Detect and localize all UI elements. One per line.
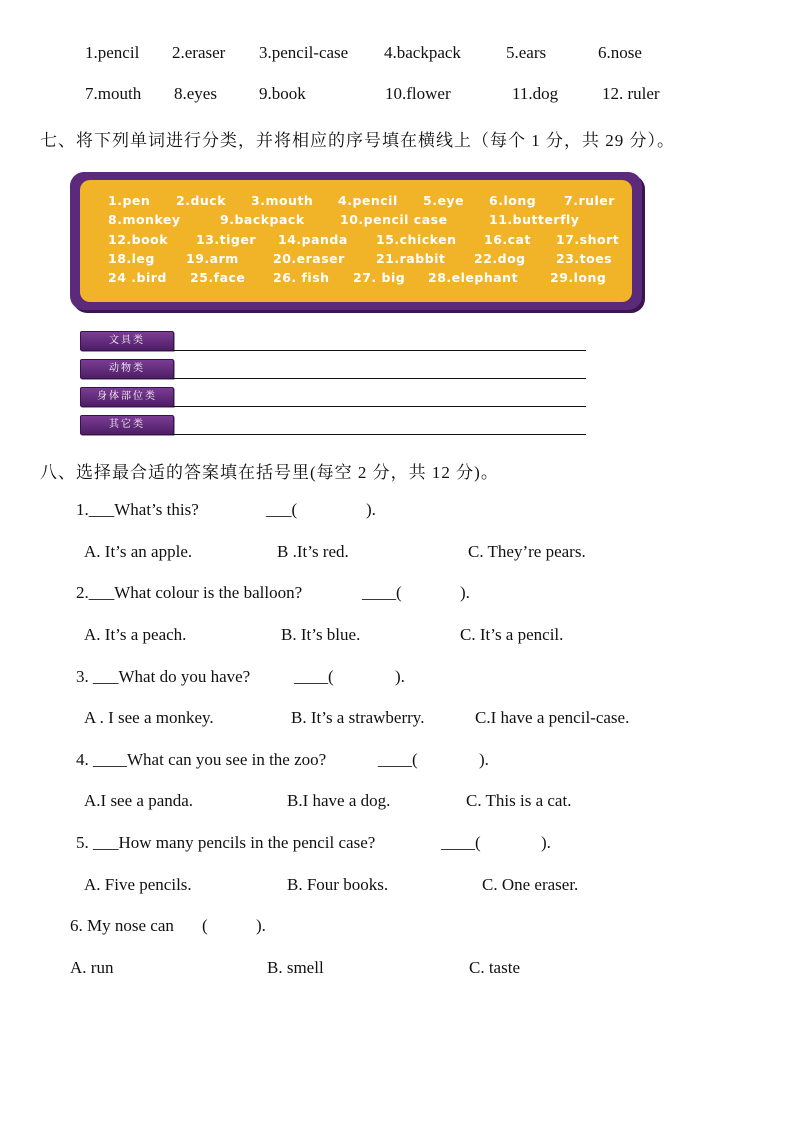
question-text: 1.___What’s this? [76,500,199,519]
box-word: 19.arm [186,251,239,266]
box-word: 27. big [353,270,406,285]
box-word: 15.chicken [376,232,457,247]
option-a: A. It’s an apple. [84,542,193,561]
answer-blank[interactable]: ___( [266,500,298,519]
option-b: B.I have a dog. [287,791,391,810]
option-c: C. They’re pears. [468,542,586,561]
answer-line-body-parts[interactable] [172,406,586,407]
box-word: 5.eye [423,193,465,208]
answer-bracket-close: ). [256,916,266,935]
word-item: 4.backpack [384,43,461,62]
box-word: 24 .bird [108,270,167,285]
box-word: 23.toes [556,251,613,266]
option-a: A.I see a panda. [84,791,194,810]
word-item: 8.eyes [174,84,217,103]
box-word: 11.butterfly [489,212,580,227]
option-b: B. smell [267,958,324,977]
question-text: 5. ___How many pencils in the pencil case? [76,833,376,852]
category-tab-stationery: 文具类 [80,331,174,351]
word-item: 11.dog [512,84,559,103]
answer-bracket-close: ). [479,750,489,769]
option-c: C. One eraser. [482,875,579,894]
option-c: C. taste [469,958,520,977]
option-c: C.I have a pencil-case. [475,708,630,727]
box-word: 6.long [489,193,537,208]
option-b: B. It’s a strawberry. [291,708,425,727]
answer-blank[interactable]: ( [202,916,208,935]
box-word: 14.panda [278,232,348,247]
box-word: 25.face [190,270,246,285]
box-word: 10.pencil case [340,212,448,227]
option-a: A . I see a monkey. [84,708,214,727]
box-word: 4.pencil [338,193,398,208]
box-word: 20.eraser [273,251,345,266]
answer-bracket-close: ). [395,667,405,686]
box-word: 2.duck [176,193,227,208]
word-item: 12. ruler [602,84,660,103]
box-word: 16.cat [484,232,531,247]
question-text: 4. ____What can you see in the zoo? [76,750,327,769]
box-word: 3.mouth [251,193,314,208]
word-item: 6.nose [598,43,642,62]
category-tab-others: 其它类 [80,415,174,435]
box-word: 13.tiger [196,232,256,247]
question-text: 2.___What colour is the balloon? [76,583,303,602]
box-word: 7.ruler [564,193,615,208]
section-8-heading: 八、选择最合适的答案填在括号里(每空 2 分，共 12 分)。 [40,463,499,482]
word-item: 5.ears [506,43,547,62]
answer-line-animals[interactable] [172,378,586,379]
word-item: 7.mouth [85,84,142,103]
option-a: A. It’s a peach. [84,625,187,644]
option-b: B. Four books. [287,875,389,894]
option-a: A. run [70,958,114,977]
option-c: C. It’s a pencil. [460,625,564,644]
box-word: 29.long [550,270,607,285]
question-text: 3. ___What do you have? [76,667,251,686]
box-word: 21.rabbit [376,251,446,266]
word-item: 10.flower [385,84,451,103]
answer-bracket-close: ). [366,500,376,519]
word-item: 3.pencil-case [259,43,349,62]
word-item: 1.pencil [85,43,140,62]
answer-bracket-close: ). [460,583,470,602]
box-word: 12.book [108,232,169,247]
category-tab-body-parts: 身体部位类 [80,387,174,407]
option-b: B .It’s red. [277,542,349,561]
word-item: 9.book [259,84,306,103]
box-word: 8.monkey [108,212,181,227]
box-word: 17.short [556,232,620,247]
box-word: 9.backpack [220,212,305,227]
box-word: 1.pen [108,193,151,208]
category-tab-animals: 动物类 [80,359,174,379]
answer-blank[interactable]: ____( [362,583,402,602]
question-text: 6. My nose can [70,916,174,935]
answer-bracket-close: ). [541,833,551,852]
answer-blank[interactable]: ____( [378,750,418,769]
answer-line-others[interactable] [172,434,586,435]
box-word: 28.elephant [428,270,519,285]
box-word: 22.dog [474,251,526,266]
word-item: 2.eraser [172,43,226,62]
box-word: 18.leg [108,251,155,266]
answer-line-stationery[interactable] [172,350,586,351]
answer-blank[interactable]: ____( [441,833,481,852]
option-a: A. Five pencils. [84,875,192,894]
box-word: 26. fish [273,270,330,285]
section-7-heading: 七、将下列单词进行分类，并将相应的序号填在横线上（每个 1 分，共 29 分）。 [40,131,675,150]
option-b: B. It’s blue. [281,625,361,644]
option-c: C. This is a cat. [466,791,572,810]
answer-blank[interactable]: ____( [294,667,334,686]
